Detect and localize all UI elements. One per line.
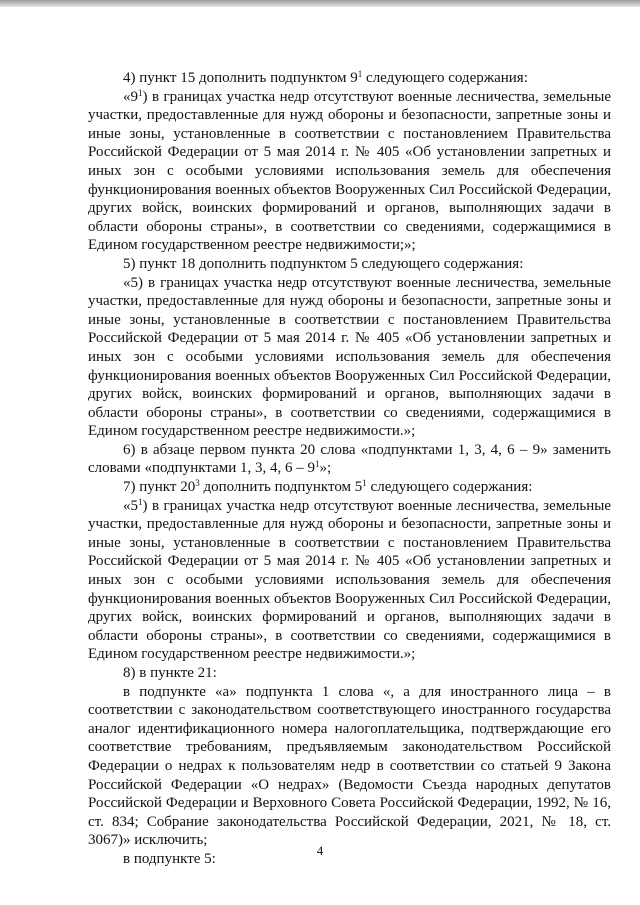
document-body	[88, 69, 611, 869]
item-6-text: 6) в абзаце первом пункта 20 слова «подпунктами 1, 3, 4, 6 – 9» заменить словами «подпунктами 1, 3, 4, $6 - 9^1$»;	[88, 441, 611, 477]
scan-top-edge	[0, 0, 640, 7]
page-number: 4	[316, 843, 324, 858]
item-7-lead: 7) пункт $20^3$ дополнить подпунктом $5^1$ следующего содержания:	[123, 478, 533, 496]
item-4-quote: «$9^1$) в границах участка недр отсутствуют военные лесничества, земельные участки, предоставленные для нужд обороны и безопасности, запретные зоны и иные зоны, установленные в соответствии с постановлением Правительства Российской Федерации от 5 мая 2014 г. № 405 «Об установлении запретных и иных зон с особыми условиями использования земель для обеспечения функционирования военных объектов Вооруженных Сил Российской Федерации, других войск, воинских формирований и органов, выполняющих задачи в области обороны страны», в соответствии со сведениями, содержащимися в Едином государственном реестре недвижимости;»;	[88, 87, 611, 254]
item-5-quote: «5) в границах участка недр отсутствуют военные лесничества, земельные участки, предоставленные для нужд обороны и безопасности, запретные зоны и иные зоны, установленные в соответствии с постановлением Правительства Российской Федерации от 5 мая 2014 г. № 405 «Об установлении запретных и иных зон с особыми условиями использования земель для обеспечения функционирования военных объектов Вооруженных Сил Российской Федерации, других войск, воинских формирований и органов, выполняющих задачи в области обороны страны», в соответствии со сведениями, содержащимися в Едином государственном реестре недвижимости.»;	[88, 274, 611, 440]
item-7-quote: «$5^1$) в границах участка недр отсутствуют военные лесничества, земельные участки, предоставленные для нужд обороны и безопасности, запретные зоны и иные зоны, установленные в соответствии с постановлением Правительства Российской Федерации от 5 мая 2014 г. № 405 «Об установлении запретных и иных зон с особыми условиями использования земель для обеспечения функционирования военных объектов Вооруженных Сил Российской Федерации, других войск, воинских формирований и органов, выполняющих задачи в области обороны страны», в соответствии со сведениями, содержащимися в Едином государственном реестре недвижимости.»;	[88, 496, 611, 663]
item-8-subparagraph-5: в подпункте 5:	[123, 850, 216, 867]
item-8-lead: 8) в пункте 21:	[123, 665, 217, 681]
item-8-subparagraph-a: в подпункте «а» подпункта 1 слова «, а для иностранного лица – в соответствии с законодательством соответствующего иностранного государства аналог идентификационного номера налогоплательщика, подтверждающие его соответствие требованиям, предъявляемым законодательством Российской Федерации о недрах к пользователям недр в соответствии со статьей 9 Закона Российской Федерации «О недрах» (Ведомости Съезда народных депутатов Российской Федерации и Верховного Совета Российской Федерации, 1992, № 16, ст. 834; Собрание законодательства Российской Федерации, 2021, № 18, ст. 3067)» исключить;	[88, 683, 611, 849]
item-5-lead: 5) пункт 18 дополнить подпунктом 5 следующего содержания:	[123, 255, 524, 272]
item-4-lead: 4) пункт 15 дополнить подпунктом $9^1$ следующего содержания:	[123, 69, 528, 86]
